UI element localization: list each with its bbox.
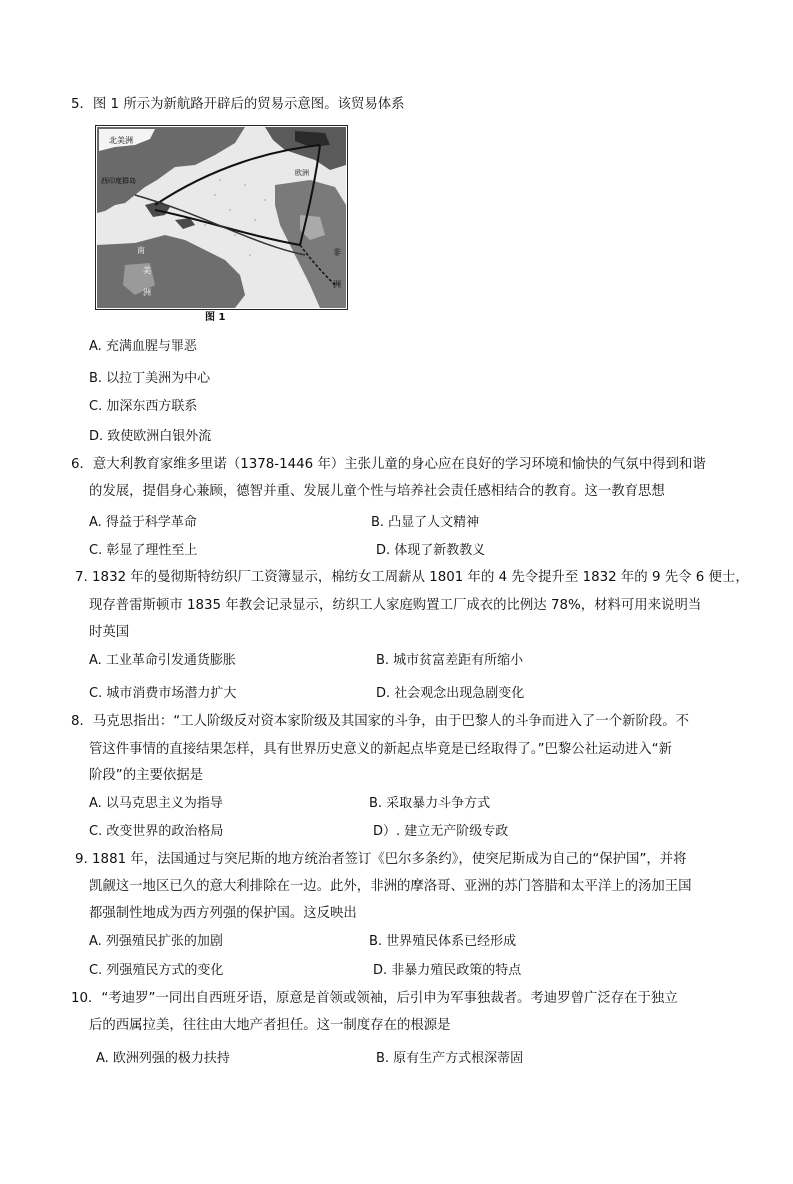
q7-option-a: A. 工业革命引发通货膨胀: [89, 653, 236, 668]
question-9-text-2: 凯觎这一地区已久的意大利排除在一边。此外，非洲的摩洛哥、亚洲的苏门答腊和太平洋上的汤加王国: [89, 879, 692, 894]
question-9-text-3: 都强制性地成为西方列强的保护国。这反映出: [89, 906, 357, 921]
q8-option-d: D）. 建立无产阶级专政: [373, 824, 509, 839]
trade-map-image: [95, 125, 348, 310]
map-label-africa-1: 非: [333, 248, 341, 257]
map-label-north-america: 北美洲: [109, 136, 133, 145]
q9-option-a: A. 列强殖民扩张的加剧: [89, 934, 223, 949]
q5-option-b: B. 以拉丁美洲为中心: [89, 371, 211, 386]
question-10-text-2: 后的西属拉美，往往由大地产者担任。这一制度存在的根源是: [89, 1018, 451, 1033]
q6-option-a: A. 得益于科学革命: [89, 515, 197, 530]
q7-option-d: D. 社会观念出现急剧变化: [376, 686, 525, 701]
question-10-text-1: 10．“考迪罗”一同出自西班牙语，原意是首领或领袖，后引申为军事独裁者。考迪罗曾广泛存在于独立: [71, 991, 678, 1006]
q10-option-b: B. 原有生产方式根深蒂固: [376, 1051, 524, 1066]
map-label-europe: 欧洲: [295, 169, 309, 177]
question-8-text-3: 阶段”的主要依据是: [89, 768, 204, 783]
question-8-text-2: 管这件事情的直接结果怎样，具有世界历史意义的新起点毕竟是已经取得了。”巴黎公社运动进入“新: [89, 742, 672, 757]
q8-option-b: B. 采取暴力斗争方式: [369, 796, 491, 811]
q5-option-d: D. 致使欧洲白银外流: [89, 429, 212, 444]
question-7-text-3: 时英国: [89, 625, 130, 640]
q5-option-c: C. 加深东西方联系: [89, 399, 198, 414]
map-label-africa-2: 洲: [333, 280, 341, 289]
q9-option-d: D. 非暴力殖民政策的特点: [373, 963, 522, 978]
figure-caption: 图 1: [205, 312, 226, 323]
q9-option-b: B. 世界殖民体系已经形成: [369, 934, 517, 949]
question-6-text-2: 的发展，提倡身心兼顾，德智并重、发展儿童个性与培养社会责任感相结合的教育。这一教育思想: [89, 484, 665, 499]
map-label-south-2: 美: [143, 266, 151, 275]
q9-option-c: C. 列强殖民方式的变化: [89, 963, 224, 978]
question-7-text-1: 7. 1832 年的曼彻斯特纺织厂工资簿显示，棉纺女工周薪从 1801 年的 4 先令提升至 1832 年的 9 先令 6 便士，: [75, 570, 749, 585]
question-9-text-1: 9. 1881 年，法国通过与突尼斯的地方统治者签订《巴尔多条约》，使突尼斯成为自己的“保护国”，并将: [75, 852, 687, 867]
map-label-west-indies: 西印度群岛: [101, 177, 136, 185]
question-8-text-1: 8．马克思指出：“工人阶级反对资本家阶级及其国家的斗争，由于巴黎人的斗争而进入了一个新阶段。不: [71, 714, 690, 729]
question-5-text: 5．图 1 所示为新航路开辟后的贸易示意图。该贸易体系: [71, 97, 405, 112]
q7-option-b: B. 城市贫富差距有所缩小: [376, 653, 524, 668]
q8-option-a: A. 以马克思主义为指导: [89, 796, 223, 811]
q8-option-c: C. 改变世界的政治格局: [89, 824, 224, 839]
q5-option-a: A. 充满血腥与罪恶: [89, 339, 197, 354]
q10-option-a: A. 欧洲列强的极力扶持: [96, 1051, 230, 1066]
trade-route-map-figure: [95, 125, 348, 310]
question-6-text-1: 6．意大利教育家维多里诺（1378-1446 年）主张儿童的身心应在良好的学习环境和愉快的气氛中得到和谐: [71, 457, 706, 472]
q6-option-b: B. 凸显了人文精神: [371, 515, 480, 530]
q7-option-c: C. 城市消费市场潜力扩大: [89, 686, 237, 701]
q6-option-c: C. 彰显了理性至上: [89, 543, 198, 558]
map-label-south-1: 南: [137, 246, 145, 255]
map-label-south-3: 洲: [143, 288, 151, 297]
q6-option-d: D. 体现了新教教义: [376, 543, 486, 558]
question-7-text-2: 现存普雷斯顿市 1835 年教会记录显示，纺织工人家庭购置工厂成衣的比例达 78%，材料可用来说明当: [89, 598, 702, 613]
